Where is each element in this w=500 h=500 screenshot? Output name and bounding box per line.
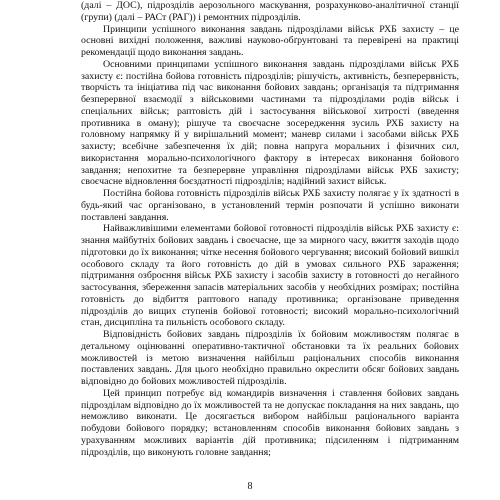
- paragraph-task-correspondence: Відповідність бойових завдань підрозділів їх бойовим можливостям полягає в детальному оцінюванні оперативно-тактичної обстановки та їх реальних бойових можливостей із метою визначення найбільш раціональних способів виконання поставлених завдань. Для цього необхідно правильно окреслити обсяг бойових завдань відповідно до бойових можливостей підрозділів.: [81, 329, 459, 387]
- page-number: 8: [247, 481, 253, 492]
- paragraph-continued: (далі – ДОС), підрозділів аерозольного маскування, розрахунково-аналітичної станції (групи) (далі – РАСт (РАГ)) і ремонтних підрозділів.: [81, 0, 459, 23]
- paragraph-combat-readiness: Постійна бойова готовність підрозділів військ РХБ захисту полягає у їх здатності в будь-який час організовано, в установлений термін розпочати й успішно виконати поставлені завдання.: [81, 188, 459, 223]
- paragraph-principles-definition: Принципи успішного виконання завдань підрозділами військ РХБ захисту – це основні вихідні положення, важливі науково-обґрунтовані та перевірені на практиці рекомендації щодо виконання завдань.: [81, 23, 459, 58]
- paragraph-principles-list: Основними принципами успішного виконання завдань підрозділами військ РХБ захисту є: постійна бойова готовність підрозділів; рішучість, активність, безперервність, творчість та ініціатива під час виконання бойових завдань; організація та підтримання безперервної взаємодії з військовими частинами та підрозділами родів військ і спеціальних військ; раптовість дій і застосування військової хитрості (введення противника в оману); рішуче та своєчасне зосередження зусиль РХБ захисту на головному напрямку й у вирішальний момент; маневр силами і засобами військ РХБ захисту; всебічне забезпечення їх дій; повна напруга моральних і фізичних сил, використання морально-психологічного фактору в інтересах виконання бойового завдання; непохитне та безперервне управління підрозділами військ РХБ захисту; своєчасне відновлення боєздатності підрозділів; надійний захист військ.: [81, 58, 459, 188]
- paragraph-readiness-elements: Найважливішими елементами бойової готовності підрозділів військ РХБ захисту є: знання майбутніх бойових завдань і своєчасне, ще за мирного часу, вжиття заходів щодо підготовки до їх виконання; чітке несення бойового чергування; високий бойовий вишкіл особового складу та його готовність до дій в умовах сильного РХБ зараження; підтримання озброєння військ РХБ захисту і засобів захисту в готовності до негайного застосування, збереження запасів матеріальних засобів у необхідних розмірах; постійна готовність до відбиття раптового нападу противника; організоване приведення підрозділів до вищих ступенів бойової готовності; високий морально-психологічний стан, дисципліна та пильність особового складу.: [81, 223, 460, 329]
- paragraph-principle-requirements: Цей принцип потребує від командирів визначення і ставлення бойових завдань підрозділам відповідно до їх можливостей та не допускає покладання на них завдань, що неможливо виконати. Це досягається вибором найбільш раціонального варіанта побудови бойового порядку; встановленням способів виконання бойових завдань з урахуванням можливих варіантів дій противника; підсиленням і підтриманням підрозділів, що виконують головне завдання;: [81, 387, 459, 458]
- body-text: [81, 0, 459, 458]
